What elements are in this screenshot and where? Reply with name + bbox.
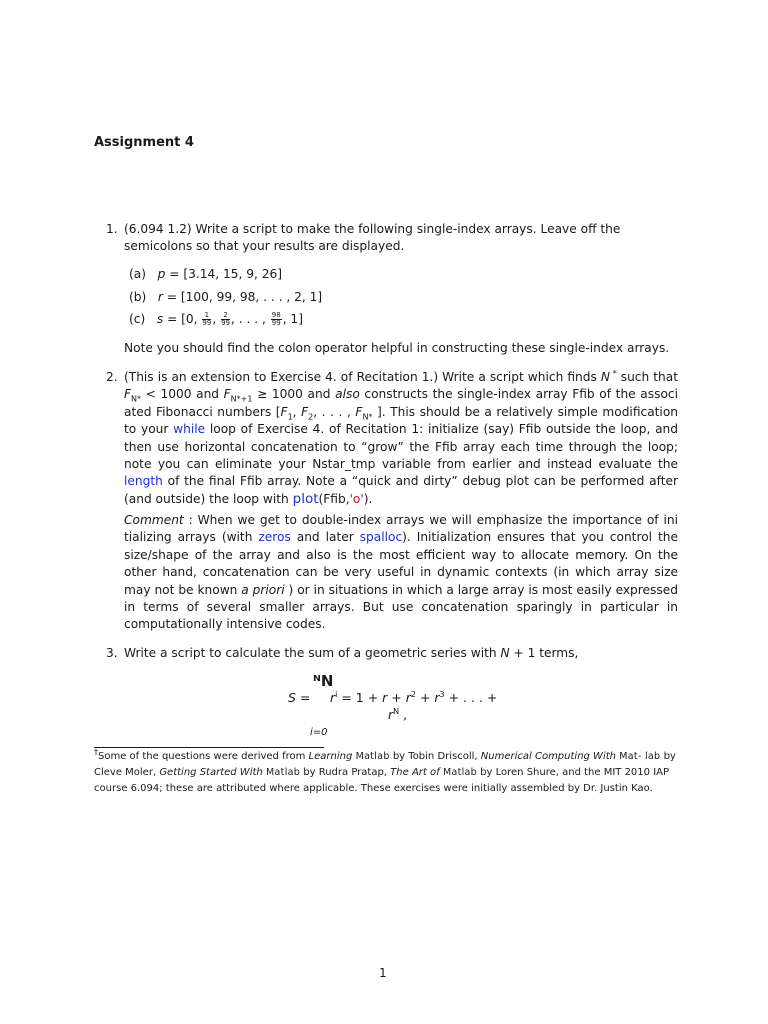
q1-item-c: (c) s = [0, $\frac{1}{99}$ , $\frac{2}{99}$ , . . . , $\frac{98}{99}$ , 1] [129, 311, 303, 327]
equation-rhs: $r^i = 1 + r + r^2 + r^3$ + . . . + [330, 689, 498, 705]
q1-note: Note you should find the colon operator helpful in constructing these single-index arrays. [124, 341, 670, 355]
q1-number: 1. [106, 222, 118, 236]
fraction-2-99: $\frac{2}{99}$ [221, 311, 231, 327]
fraction-98-99: $\frac{98}{99}$ [271, 311, 281, 327]
equation-rhs-tail: $r^N$ , [388, 706, 408, 722]
footnote: †Some of the questions were derived from Learning Matlab by Tobin Driscoll, Numerical Computing With Mat- lab by Cleve Moler, Getting Started With Matlab by Rudra Pratap, The Art of Matlab by Loren Shure, and the MIT 2010 IAP course 6.094; these are attributed where applicable. These exercises were initially assembled by Dr. Justin Kao. [94, 747, 676, 794]
keyword-length: length [124, 474, 163, 489]
page-number: 1 [379, 966, 387, 980]
footnote-rule [94, 747, 324, 748]
keyword-o-string: 'o' [349, 491, 364, 506]
keyword-zeros: zeros [258, 530, 291, 545]
q2-body: (This is an extension to Exercise 4. of Recitation 1.) Write a script which finds N * such that $F_{N*} < 1000$ and $F_{N*+1} \ge 1000$ and also constructs the single-index array Ffib of the associ ated Fibonacci numbers [$F_1$, $F_2$, . . . , $F_{N*}$ ]. This should be a relatively simple modification to your while loop of Exercise 4. of Recitation 1: initialize (say) Ffib outside the loop, and then use horizontal concatenation to “grow” the Ffib array each time through the loop; note you can eliminate your Nstar_tmp variable from earlier and instead evaluate the length of the final Ffib array. Note a “quick and dirty” debug plot can be performed after (and outside) the loop with plot(Ffib,'o'). [124, 368, 679, 507]
q1-item-b: (b) r = [100, 99, 98, . . . , 2, 1] [129, 290, 323, 304]
equation-upper-limit: ᴺN [313, 672, 334, 690]
assignment-title: Assignment 4 [94, 135, 194, 150]
q3-number: 3. [106, 646, 118, 660]
keyword-while: while [173, 422, 206, 437]
keyword-plot: plot [292, 490, 319, 507]
q1-item-a: (a) p = [3.14, 15, 9, 26] [129, 267, 282, 281]
q2-number: 2. [106, 370, 118, 384]
equation-lower-limit: i=0 [310, 727, 328, 738]
q2-comment: Comment : When we get to double-index arrays we will emphasize the importance of ini tializing arrays (with zeros and later spalloc). Initialization ensures that you control the size/shape of the array and also is the most efficient way to allocate memory. On the other hand, concatenation can be very useful in dynamic contexts (in which array size may not be known a priori ) or in situations in which a large array is most easily expressed in terms of several smaller arrays. But use concatenation sparingly in particular in computationally intensive codes. [124, 513, 678, 632]
q1-intro: (6.094 1.2) Write a script to make the following single-index arrays. Leave off the semicolons so that your results are displayed. [124, 222, 621, 254]
q3-intro: Write a script to calculate the sum of a geometric series with N + 1 terms, [124, 646, 579, 660]
fraction-1-99: $\frac{1}{99}$ [202, 311, 212, 327]
keyword-spalloc: spalloc [359, 530, 403, 545]
equation-lhs: S = [288, 690, 311, 705]
